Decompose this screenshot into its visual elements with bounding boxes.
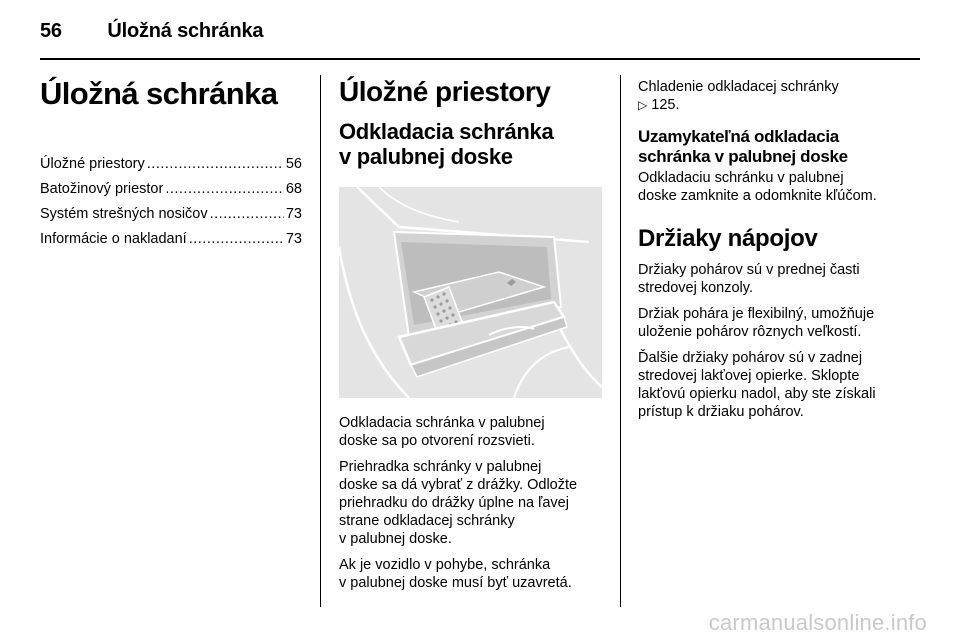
toc-entry[interactable] (40, 202, 302, 227)
paragraph (638, 261, 910, 297)
cross-reference[interactable] (638, 96, 910, 114)
toc-page: 56 (285, 156, 302, 172)
watermark: carmanualsonline.info (708, 610, 927, 635)
lockable-glovebox-heading (638, 127, 910, 167)
toc-label: Systém strešných nosičov (40, 206, 208, 222)
paragraph (339, 414, 605, 450)
text-line: Chladenie odkladacej schránky (638, 79, 839, 95)
running-header (40, 20, 263, 43)
toc-page: 68 (285, 181, 302, 197)
text-line: stredovej konzoly. (638, 280, 753, 296)
header-rule (40, 58, 920, 60)
text-line: stredovej lakťovej opierke. Sklopte (638, 368, 860, 384)
text-line: doske sa dá vybrať z drážky. Odložte (339, 477, 578, 493)
page-number: 56 (40, 20, 62, 42)
paragraph (339, 556, 605, 592)
toc-page: 73 (285, 231, 302, 247)
reference-arrow-icon: ▷ (638, 98, 648, 112)
paragraph (638, 349, 910, 421)
text-line: Odkladacia schránka v palubnej (339, 415, 545, 431)
toc-label: Úložné priestory (40, 156, 145, 172)
table-of-contents (40, 152, 302, 252)
toc-label: Informácie o nakladaní (40, 231, 187, 247)
cupholders-heading: Držiaky nápojov (638, 225, 818, 252)
paragraph (638, 169, 910, 205)
toc-entry[interactable] (40, 177, 302, 202)
column-cupholders (638, 70, 910, 421)
paragraph (638, 305, 910, 341)
text-line: Ak je vozidlo v pohybe, schránka (339, 557, 551, 573)
heading-line: v palubnej doske (339, 144, 513, 169)
toc-leader (189, 227, 284, 252)
toc-leader (147, 152, 284, 177)
heading-line: schránka v palubnej doske (638, 147, 848, 166)
text-line: Držiaky pohárov sú v prednej časti (638, 262, 860, 278)
toc-leader (210, 202, 284, 227)
heading-line: Uzamykateľná odkladacia (638, 127, 839, 146)
column-divider (320, 75, 321, 607)
heading-line: Odkladacia schránka (339, 119, 554, 144)
text-line: lakťovú opierku nadol, aby ste získali (638, 386, 876, 402)
toc-label: Batožinový priestor (40, 181, 164, 197)
running-title: Úložná schránka (107, 20, 264, 42)
paragraph (339, 458, 605, 548)
column-toc (40, 70, 302, 252)
column-glovebox (339, 70, 605, 592)
reference-page: 125. (651, 97, 680, 113)
text-line: v palubnej doske musí byť uzavretá. (339, 575, 572, 591)
glovebox-heading (339, 119, 605, 169)
toc-entry[interactable] (40, 152, 302, 177)
text-line: doske zamknite a odomknite kľúčom. (638, 188, 877, 204)
paragraph (638, 78, 910, 114)
text-line: Odkladaciu schránku v palubnej (638, 170, 844, 186)
text-line: prístup k držiaku pohárov. (638, 404, 804, 420)
text-line: strane odkladacej schránky (339, 513, 515, 529)
section-title: Úložné priestory (339, 76, 551, 107)
text-line: priehradku do drážky úplne na ľavej (339, 495, 569, 511)
text-line: Držiak pohára je flexibilný, umožňuje (638, 306, 875, 322)
glovebox-illustration (339, 187, 602, 398)
chapter-title: Úložná schránka (40, 76, 278, 111)
text-line: doske sa po otvorení rozsvieti. (339, 433, 535, 449)
toc-entry[interactable] (40, 227, 302, 252)
text-line: Ďalšie držiaky pohárov sú v zadnej (638, 350, 863, 366)
text-line: v palubnej doske. (339, 531, 452, 547)
column-divider (620, 75, 621, 607)
toc-leader (165, 177, 284, 202)
text-line: uloženie pohárov rôznych veľkostí. (638, 324, 862, 340)
text-line: Priehradka schránky v palubnej (339, 459, 542, 475)
toc-page: 73 (285, 206, 302, 222)
